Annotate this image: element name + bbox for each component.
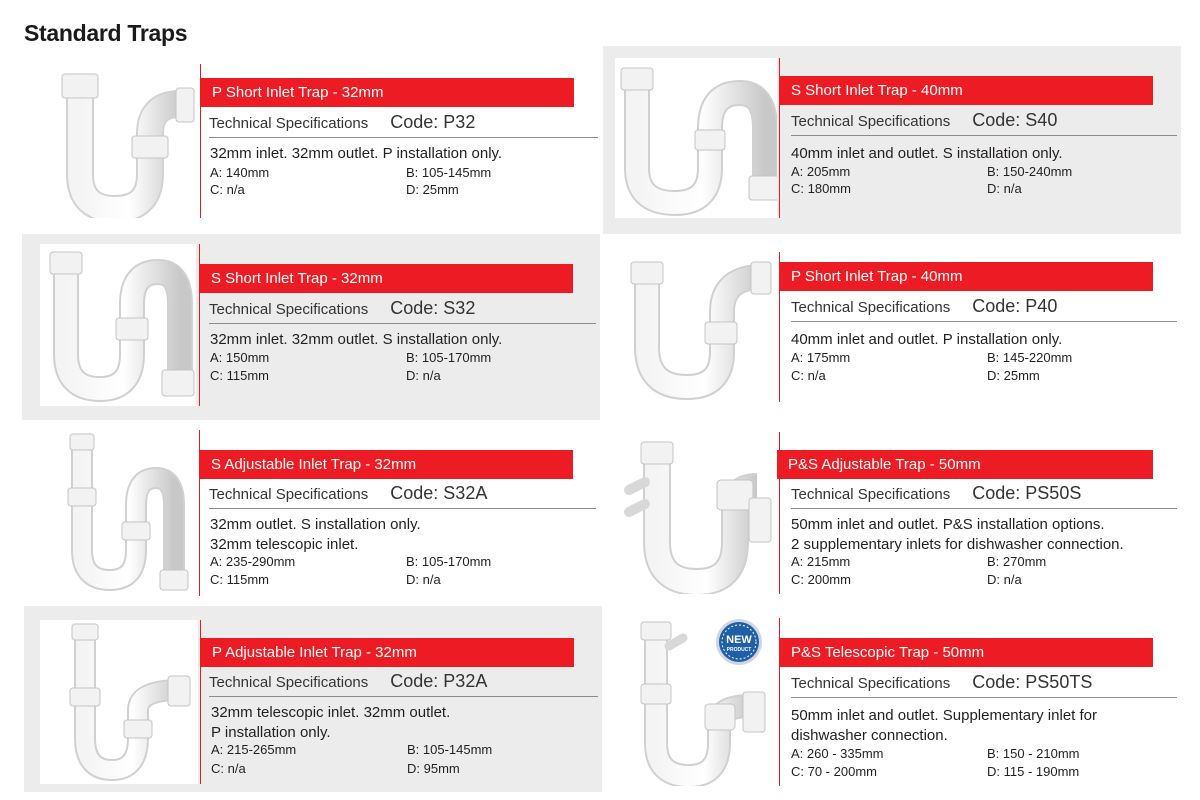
product-code: Code: PS50S [972, 483, 1082, 503]
dim-b: B: 150-240mm [987, 164, 1073, 179]
dim-d: D: n/a [987, 572, 1022, 587]
product-description: 32mm telescopic inlet. 32mm outlet. P installation only. [211, 704, 451, 741]
dim-d: D: n/a [987, 181, 1022, 196]
dim-a: A: 175mm [791, 350, 851, 365]
dim-c: C: n/a [791, 368, 826, 383]
dim-a: A: 150mm [210, 350, 270, 365]
dim-d: D: 115 - 190mm [987, 764, 1080, 779]
page-title: Standard Traps [24, 20, 188, 46]
dim-b: B: 150 - 210mm [987, 746, 1080, 761]
new-product-badge-icon [715, 618, 763, 666]
product-code: Code: P32A [390, 671, 488, 691]
product-description: 40mm inlet and outlet. S installation only. [791, 145, 1063, 162]
product-title-bar: P Adjustable Inlet Trap - 32mm [201, 638, 574, 667]
dim-c: C: 70 - 200mm [791, 764, 877, 779]
spec-row [209, 671, 598, 697]
product-code: Code: P40 [972, 296, 1058, 316]
product-image-ps50s [617, 432, 777, 594]
dim-c: C: n/a [211, 761, 246, 776]
dim-b: B: 105-170mm [406, 554, 492, 569]
dim-c: C: 115mm [210, 572, 269, 587]
product-code: Code: P32 [390, 112, 476, 132]
dim-b: B: 105-145mm [407, 742, 493, 757]
dim-a: A: 260 - 335mm [791, 746, 884, 761]
product-image-p32a [40, 620, 198, 784]
s-trap-icon [40, 244, 196, 406]
spec-label: Technical Specifications [791, 299, 951, 316]
dim-c: C: 200mm [791, 572, 851, 587]
dim-d: D: 95mm [407, 761, 460, 776]
dim-d: D: 25mm [987, 368, 1040, 383]
p-trap-icon [40, 64, 198, 218]
dim-b: B: 105-145mm [406, 165, 492, 180]
product-code: Code: S32 [390, 298, 476, 318]
spec-row [791, 296, 1177, 322]
dim-c: C: 115mm [210, 368, 269, 383]
dim-d: D: n/a [406, 368, 441, 383]
spec-label: Technical Specifications [791, 675, 951, 692]
product-code: Code: S32A [390, 483, 488, 503]
dim-c: C: 180mm [791, 181, 851, 196]
spec-row [791, 483, 1177, 509]
product-description: 50mm inlet and outlet. P&S installation options. 2 supplementary inlets for dishwasher connection. [791, 516, 1124, 553]
product-image-s32 [40, 244, 196, 406]
product-title-bar: P&S Adjustable Trap - 50mm [777, 450, 1153, 479]
spec-row [209, 298, 596, 324]
product-title-bar: S Short Inlet Trap - 32mm [200, 264, 573, 293]
new-badge-subtext: PRODUCT [726, 647, 752, 653]
product-description: 32mm inlet. 32mm outlet. S installation only. [210, 331, 503, 348]
product-image-p40 [617, 252, 777, 402]
dim-a: A: 235-290mm [210, 554, 296, 569]
spec-label: Technical Specifications [209, 486, 369, 503]
product-card-ps50ts [603, 606, 1181, 792]
spec-row [209, 112, 598, 138]
spec-label: Technical Specifications [209, 115, 369, 132]
s-trap-icon [615, 58, 777, 218]
dim-d: D: n/a [406, 572, 441, 587]
product-code: Code: PS50TS [972, 672, 1093, 692]
product-image-s40 [615, 58, 777, 218]
p-trap-icon [617, 252, 777, 402]
product-description: 32mm inlet. 32mm outlet. P installation only. [210, 145, 503, 162]
dim-b: B: 105-170mm [406, 350, 492, 365]
product-card-p32 [24, 58, 602, 222]
product-card-s32 [22, 234, 600, 420]
product-card-ps50s [603, 420, 1181, 606]
s-trap-telescopic-icon [40, 430, 196, 596]
dim-a: A: 205mm [791, 164, 851, 179]
product-card-p32a [24, 606, 602, 792]
spec-row [209, 483, 596, 509]
dim-b: B: 145-220mm [987, 350, 1073, 365]
dim-b: B: 270mm [987, 554, 1047, 569]
spec-label: Technical Specifications [209, 301, 369, 318]
spec-row [791, 110, 1177, 136]
p-trap-telescopic-icon [40, 620, 198, 784]
dim-d: D: 25mm [406, 182, 459, 197]
new-badge-text: NEW [726, 634, 752, 646]
product-code: Code: S40 [972, 110, 1058, 130]
product-title-bar: P Short Inlet Trap - 32mm [201, 78, 574, 107]
spec-label: Technical Specifications [791, 486, 951, 503]
product-description: 32mm outlet. S installation only. 32mm telescopic inlet. [210, 516, 421, 553]
dim-a: A: 140mm [210, 165, 270, 180]
ps-trap-icon [617, 432, 777, 594]
dim-a: A: 215mm [791, 554, 851, 569]
spec-row [791, 672, 1177, 698]
product-title-bar: S Short Inlet Trap - 40mm [780, 76, 1153, 105]
product-title-bar: P&S Telescopic Trap - 50mm [780, 638, 1153, 667]
product-title-bar: P Short Inlet Trap - 40mm [780, 262, 1153, 291]
product-title-bar: S Adjustable Inlet Trap - 32mm [200, 450, 573, 479]
product-image-s32a [40, 430, 196, 596]
product-card-p40 [603, 234, 1181, 420]
product-card-s40 [603, 46, 1181, 234]
spec-label: Technical Specifications [209, 674, 369, 691]
dim-c: C: n/a [210, 182, 245, 197]
product-image-p32 [40, 64, 198, 218]
product-description: 40mm inlet and outlet. P installation only. [791, 331, 1063, 348]
spec-label: Technical Specifications [791, 113, 951, 130]
product-description: 50mm inlet and outlet. Supplementary inlet for dishwasher connection. [791, 707, 1097, 744]
dim-a: A: 215-265mm [211, 742, 297, 757]
product-card-s32a [22, 420, 600, 606]
